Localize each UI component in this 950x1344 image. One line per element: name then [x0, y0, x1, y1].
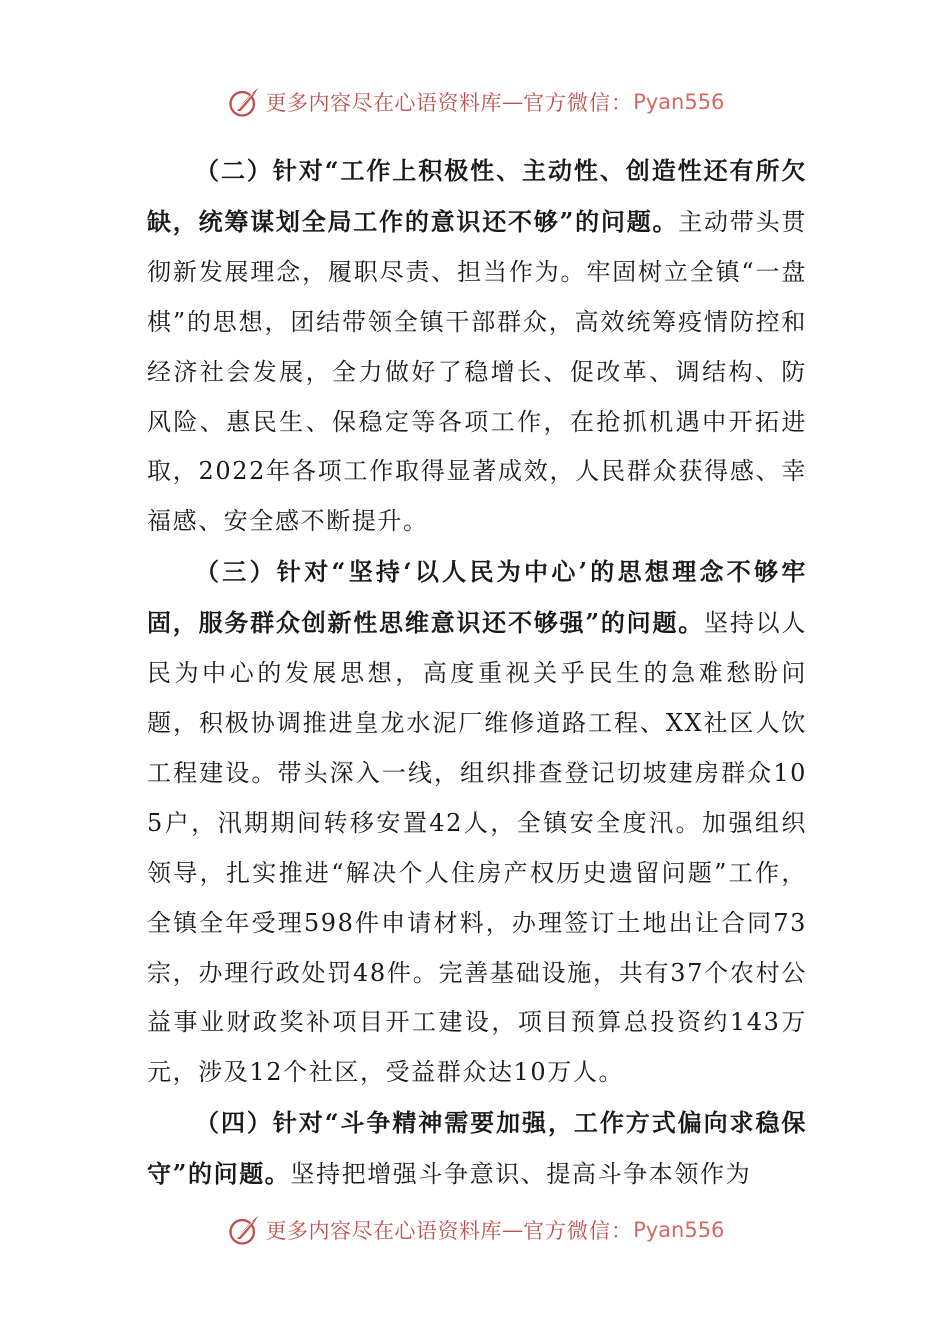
watermark-account: Pyan556 [633, 90, 725, 114]
watermark-dash: — [502, 90, 524, 114]
paragraph-2-body: 主动带头贯彻新发展理念，履职尽责、担当作为。牢固树立全镇“一盘棋”的思想，团结带领全镇干部群众，高效统筹疫情防控和经济社会发展，全力做好了稳增长、促改革、调结构、防风险、惠民生、保稳定等各项工作，在抢抓机遇中开拓进取，2022年各项工作取得显著成效，人民群众获得感、幸福感、安全感不断提升。 [147, 207, 808, 536]
paragraph-2-heading: （二）针对“工作上积极性、主动性、创造性还有所欠缺，统筹谋划全局工作的意识还不够”的问题。 [147, 156, 807, 236]
paragraph-3-body: 坚持以人民为中心的发展思想，高度重视关乎民生的急难愁盼问题，积极协调推进皇龙水泥厂维修道路工程、XX社区人饮工程建设。带头深入一线，组织排查登记切坡建房群众105户，汛期期间转移安置42人，全镇安全度汛。加强组织领导，扎实推进“解决个人住房产权历史遗留问题”工作，全镇全年受理598件申请材料，办理签订土地出让合同73宗，办理行政处罚48件。完善基础设施，共有37个农村公益事业财政奖补项目开工建设，项目预算总投资约143万元，涉及12个社区，受益群众达10万人。 [147, 609, 807, 1087]
paragraph-4 [147, 1098, 807, 1200]
watermark-header [0, 80, 950, 124]
paragraph-3 [147, 547, 807, 1098]
paragraph-3-heading: （三）针对“坚持‘以人民为中心’的思想理念不够牢固，服务群众创新性思维意识还不够强”的问题。 [147, 557, 807, 638]
document-body [147, 146, 807, 1200]
watermark-official-label: 官方微信： [523, 91, 634, 115]
watermark-text: 更多内容尽在心语资料库 [265, 1219, 503, 1243]
quill-seal-icon [226, 84, 262, 120]
watermark-footer [0, 1208, 950, 1252]
paragraph-4-body: 坚持把增强斗争意识、提高斗争本领作为 [290, 1160, 752, 1189]
quill-seal-icon [226, 1212, 262, 1248]
watermark-account: Pyan556 [633, 1218, 725, 1242]
watermark-dash: — [502, 1218, 524, 1242]
paragraph-4-heading: （四）针对“斗争精神需要加强，工作方式偏向求稳保守”的问题。 [147, 1108, 807, 1189]
paragraph-2 [147, 146, 807, 547]
watermark-text: 更多内容尽在心语资料库 [265, 91, 503, 115]
watermark-official-label: 官方微信： [523, 1219, 634, 1243]
